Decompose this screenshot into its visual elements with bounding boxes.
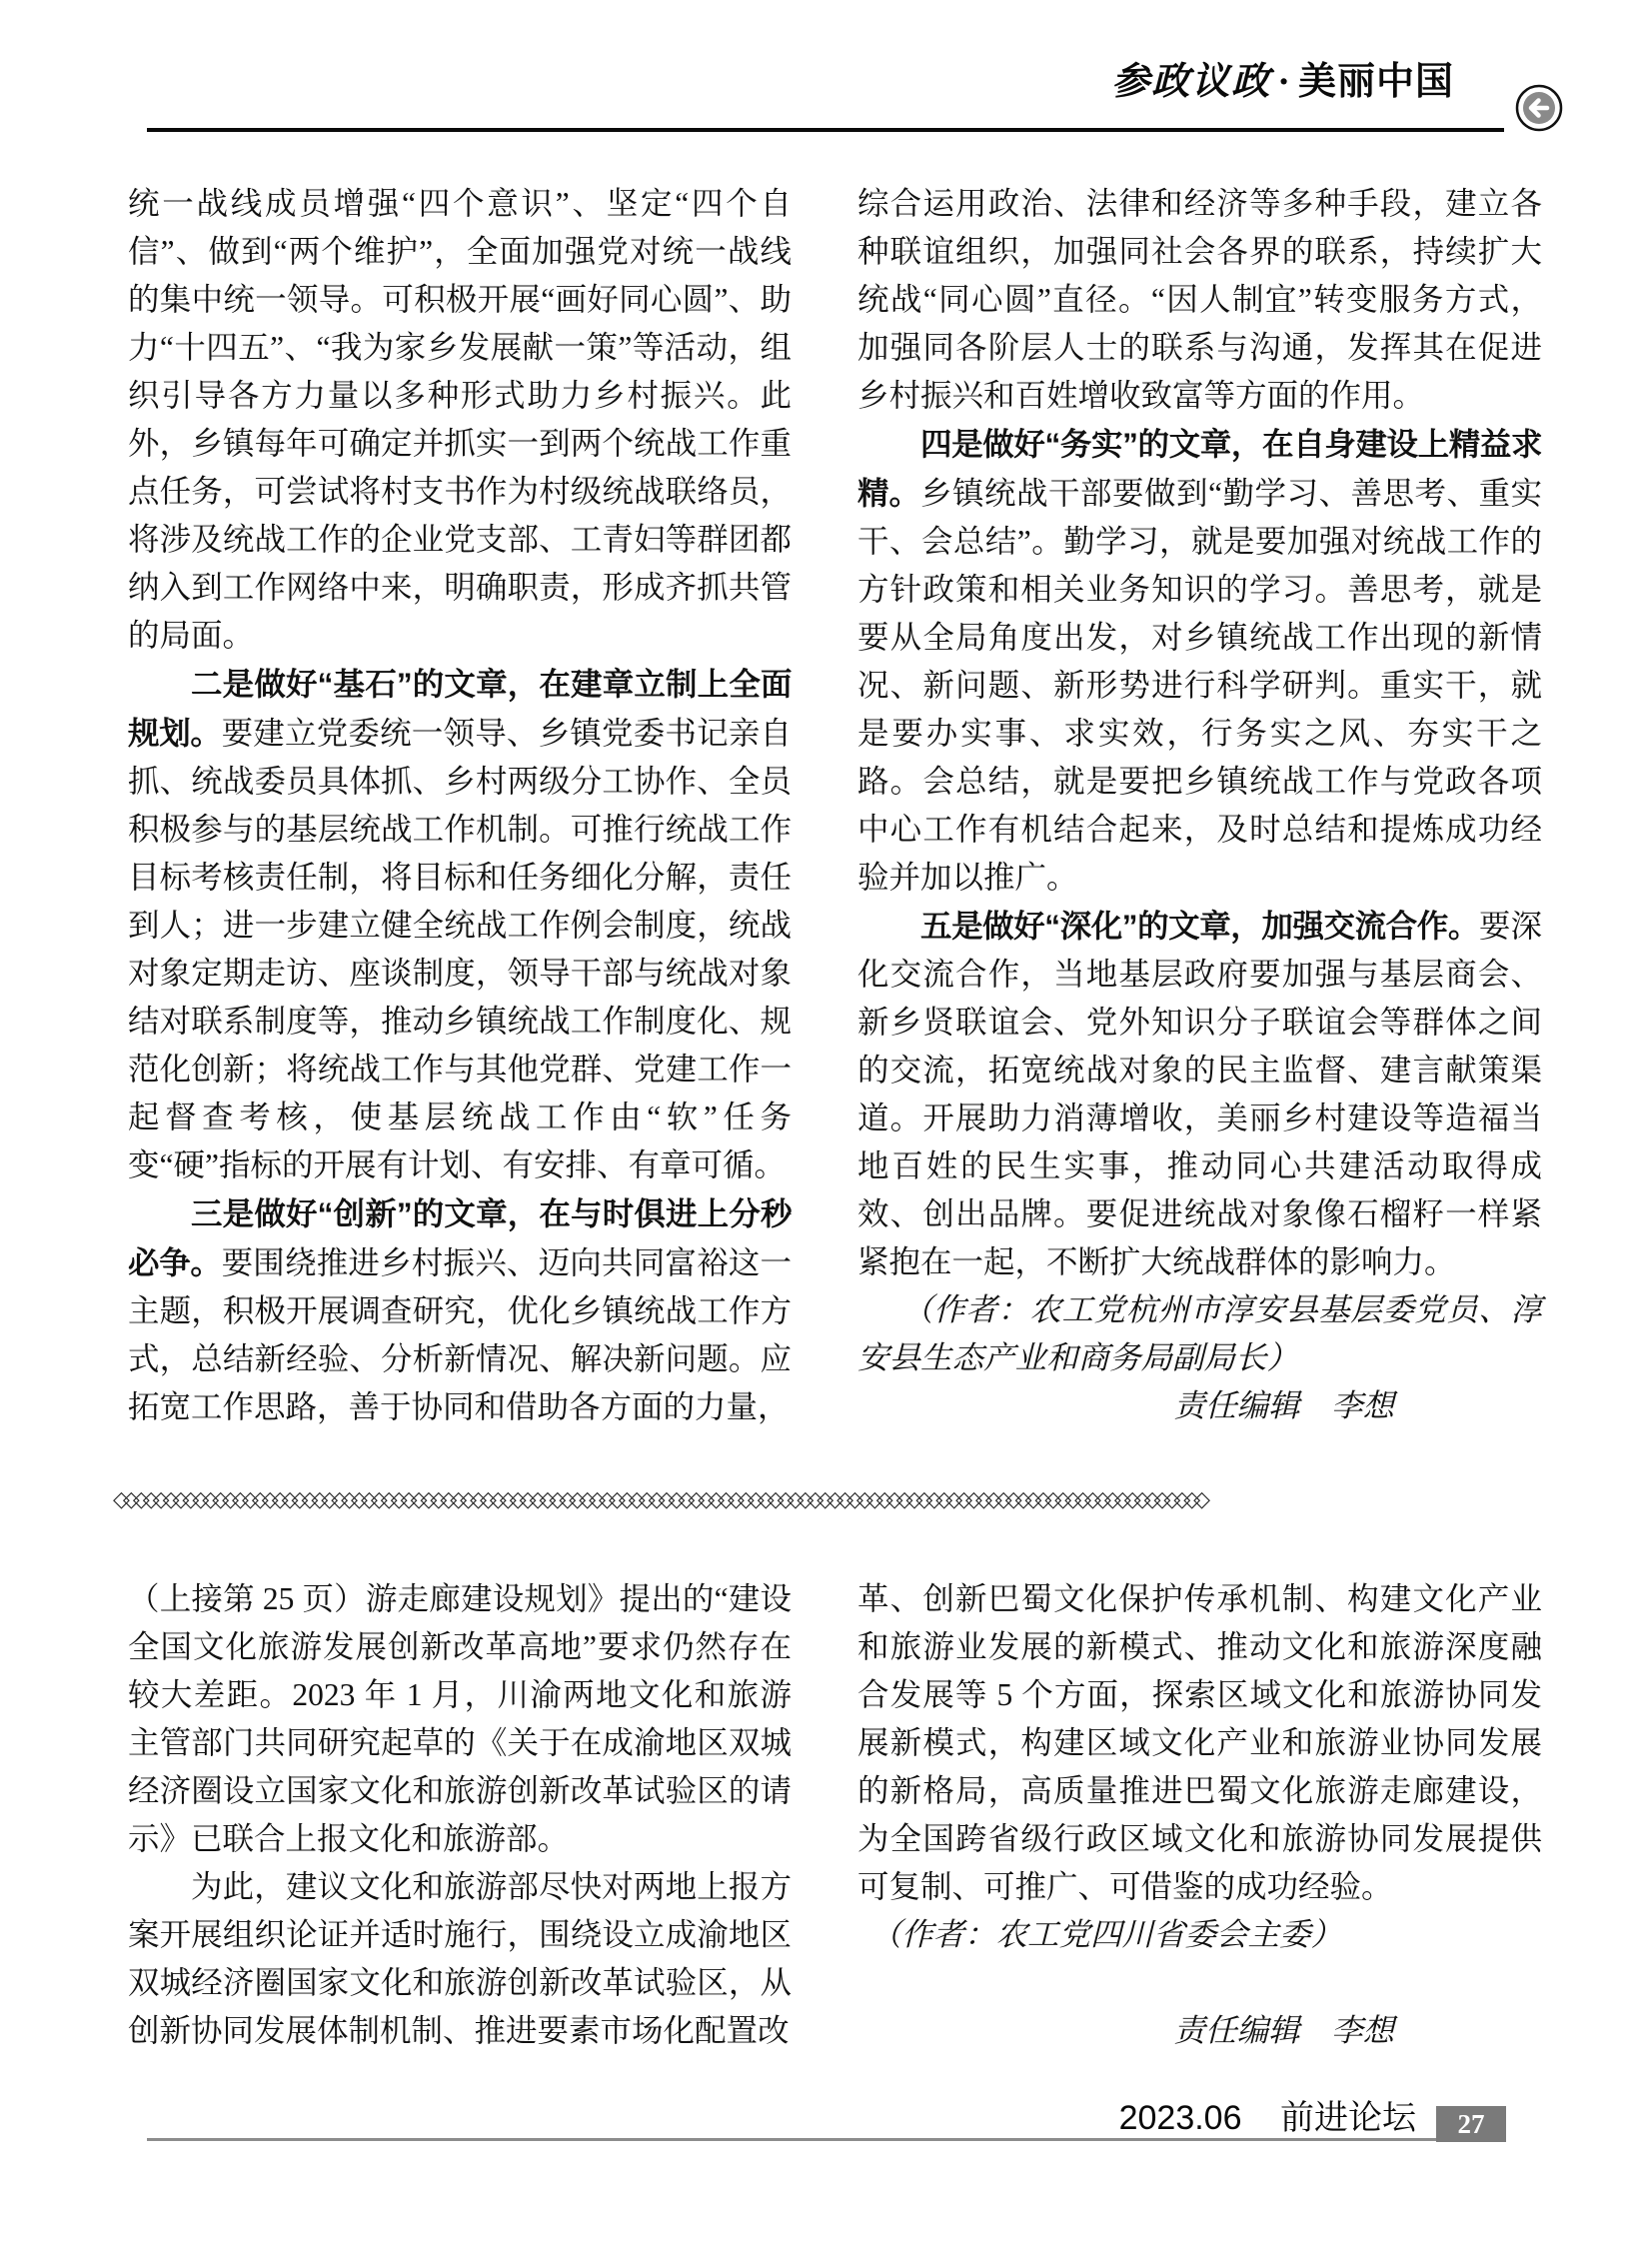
back-arrow-icon: [1513, 82, 1565, 134]
editor-line: 责任编辑 李想: [1173, 2013, 1394, 2048]
footer-rule: [147, 2138, 1436, 2141]
paragraph: 二是做好“基石”的文章，在建章立制上全面规划。要建立党委统一领导、乡镇党委书记亲自抓、统战委员具体抓、乡村两级分工协作、全员积极参与的基层统战工作机制。可推行统战工作目标考核责任制，将目标和任务细化分解，责任到人；进一步建立健全统战工作例会制度，统战对象定期走访、座谈制度，领导干部与统战对象结对联系制度等，推动乡镇统战工作制度化、规范化创新；将统战工作与其他党群、党建工作一起督查考核，使基层统战工作由“软”任务变“硬”指标的开展有计划、有安排、有章可循。: [128, 666, 792, 1182]
author-line: （作者：农工党杭州市淳安县基层委党员、淳安县生态产业和商务局副局长）: [857, 1292, 1542, 1375]
article1-column1: [128, 180, 792, 1431]
header-rule: [147, 128, 1504, 132]
paragraph-bold-lead: 四是做好“务实”的文章，在自身建设上精益求精。: [857, 426, 1542, 511]
paragraph: 为此，建议文化和旅游部尽快对两地上报方案开展组织论证并适时施行，围绕设立成渝地区双城经济圈国家文化和旅游创新改革试验区，从创新协同发展体制机制、推进要素市场化配置改: [128, 1869, 792, 2048]
author-line: （作者：农工党四川省委会主委）: [869, 1917, 1342, 1952]
footer: [700, 2099, 1416, 2138]
footer-journal-name: 前进论坛: [1280, 2100, 1416, 2137]
paragraph: 五是做好“深化”的文章，加强交流合作。要深化交流合作，当地基层政府要加强与基层商会、新乡贤联谊会、党外知识分子联谊会等群体之间的交流，拓宽统战对象的民主监督、建言献策渠道。开展助力消薄增收，美丽乡村建设等造福当地百姓的民生实事，推动同心共建活动取得成效、创出品牌。要促进统战对象像石榴籽一样紧紧抱在一起，不断扩大统战群体的影响力。: [857, 908, 1542, 1279]
section-title: [0, 56, 1454, 108]
paragraph: 三是做好“创新”的文章，在与时俱进上分秒必争。要围绕推进乡村振兴、迈向共同富裕这一主题，积极开展调查研究，优化乡镇统战工作方式，总结新经验、分析新情况、解决新问题。应拓宽工作思路，善于协同和借助各方面的力量，: [128, 1195, 792, 1424]
paragraph: 四是做好“务实”的文章，在自身建设上精益求精。乡镇统战干部要做到“勤学习、善思考、重实干、会总结”。勤学习，就是要加强对统战工作的方针政策和相关业务知识的学习。善思考，就是要从全局角度出发，对乡镇统战工作出现的新情况、新问题、新形势进行科学研判。重实干，就是要办实事、求实效，行务实之风、夯实干之路。会总结，就是要把乡镇统战工作与党政各项中心工作有机结合起来，及时总结和提炼成功经验并加以推广。: [857, 426, 1542, 895]
editor-line: 责任编辑 李想: [1173, 1388, 1394, 1423]
paragraph-bold-lead: 二是做好“基石”的文章，在建章立制上全面规划。: [128, 666, 792, 751]
paragraph: 革、创新巴蜀文化保护传承机制、构建文化产业和旅游业发展的新模式、推动文化和旅游深度融合发展等 5 个方面，探索区域文化和旅游协同发展新模式，构建区域文化产业和旅游业协同发展的新格局，高质量推进巴蜀文化旅游走廊建设，为全国跨省级行政区域文化和旅游协同发展提供可复制、可推广、可借鉴的成功经验。: [857, 1581, 1542, 1904]
section-title-script: 参政议政: [1111, 61, 1272, 103]
paragraph: （上接第 25 页）游走廊建设规划》提出的“建设全国文化旅游发展创新改革高地”要求仍然存在较大差距。2023 年 1 月，川渝两地文化和旅游主管部门共同研究起草的《关于在成渝地区双城经济圈设立国家文化和旅游创新改革试验区的请示》已联合上报文化和旅游部。: [128, 1581, 792, 1856]
page-number-badge: 27: [1436, 2106, 1506, 2142]
section-title-bold: 美丽中国: [1297, 61, 1454, 103]
article-divider-ornament: ◇◇◇◇◇◇◇◇◇◇◇◇◇◇◇◇◇◇◇◇◇◇◇◇◇◇◇◇◇◇◇◇◇◇◇◇◇◇◇◇◇◇◇◇◇◇◇◇◇◇◇◇◇◇◇◇◇◇◇◇◇◇◇◇◇◇◇◇◇◇◇◇◇◇◇◇◇◇◇◇◇◇◇◇◇◇◇◇◇◇◇◇◇◇◇◇◇◇◇◇◇◇◇◇◇◇◇◇◇◇: [113, 1487, 1204, 1512]
paragraph: 综合运用政治、法律和经济等多种手段，建立各种联谊组织，加强同社会各界的联系，持续扩大统战“同心圆”直径。“因人制宜”转变服务方式，加强同各阶层人士的联系与沟通，发挥其在促进乡村振兴和百姓增收致富等方面的作用。: [857, 186, 1542, 413]
paragraph: [857, 1959, 1542, 2007]
paragraph: 统一战线成员增强“四个意识”、坚定“四个自信”、做到“两个维护”，全面加强党对统一战线的集中统一领导。可积极开展“画好同心圆”、助力“十四五”、“我为家乡发展献一策”等活动，组织引导各方力量以多种形式助力乡村振兴。此外，乡镇每年可确定并抓实一到两个统战工作重点任务，可尝试将村支书作为村级统战联络员，将涉及统战工作的企业党支部、工青妇等群团都纳入到工作网络中来，明确职责，形成齐抓共管的局面。: [128, 186, 792, 653]
section-title-separator: ·: [1277, 61, 1292, 103]
article1-column2: [857, 180, 1542, 1430]
paragraph-bold-lead: 五是做好“深化”的文章，加强交流合作。: [920, 908, 1479, 944]
article2-column2: [857, 1575, 1542, 2055]
footer-issue: 2023.06: [1118, 2099, 1242, 2137]
paragraph-bold-lead: 三是做好“创新”的文章，在与时俱进上分秒必争。: [128, 1195, 792, 1280]
article2-column1: [128, 1575, 792, 2055]
